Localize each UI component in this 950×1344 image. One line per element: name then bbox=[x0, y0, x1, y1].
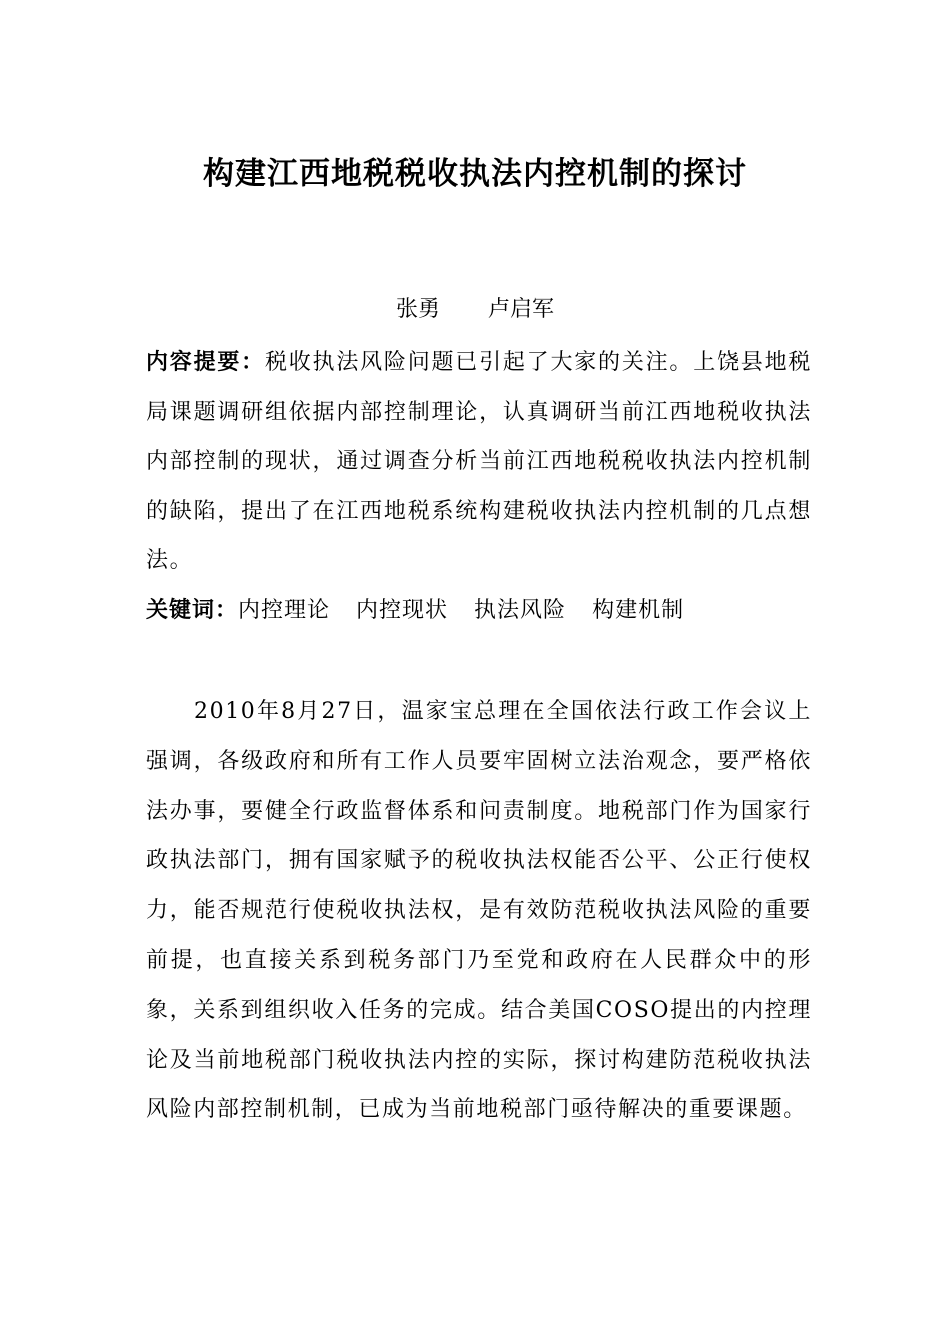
keyword-item: 内控理论 bbox=[238, 598, 331, 623]
author-line bbox=[0, 292, 950, 328]
author-name: 卢启军 bbox=[488, 297, 555, 322]
keyword-item: 构建机制 bbox=[592, 598, 685, 623]
abstract bbox=[146, 338, 812, 586]
abstract-label: 内容提要： bbox=[146, 349, 265, 375]
body-paragraph: 2010年8月27日，温家宝总理在全国依法行政工作会议上强调，各级政府和所有工作人员要牢固树立法治观念，要严格依法办事，要健全行政监督体系和问责制度。地税部门作为国家行政执法部门，拥有国家赋予的税收执法权能否公平、公正行使权力，能否规范行使税收执法权，是有效防范税收执法风险的重要前提，也直接关系到税务部门乃至党和政府在人民群众中的形象，关系到组织收入任务的完成。结合美国COSO提出的内控理论及当前地税部门税收执法内控的实际，探讨构建防范税收执法风险内部控制机制，已成为当前地税部门亟待解决的重要课题。 bbox=[146, 699, 812, 1123]
keyword-item: 执法风险 bbox=[474, 598, 567, 623]
document-title: 构建江西地税税收执法内控机制的探讨 bbox=[203, 156, 747, 192]
keywords-label: 关键词： bbox=[146, 597, 239, 623]
author-name: 张勇 bbox=[395, 297, 440, 322]
keywords bbox=[146, 586, 812, 636]
abstract-text: 税收执法风险问题已引起了大家的关注。上饶县地税局课题调研组依据内部控制理论，认真调研当前江西地税收执法内部控制的现状，通过调查分析当前江西地税税收执法内控机制的缺陷，提出了在江西地税系统构建税收执法内控机制的几点想法。 bbox=[146, 350, 812, 574]
keyword-item: 内控现状 bbox=[356, 598, 449, 623]
